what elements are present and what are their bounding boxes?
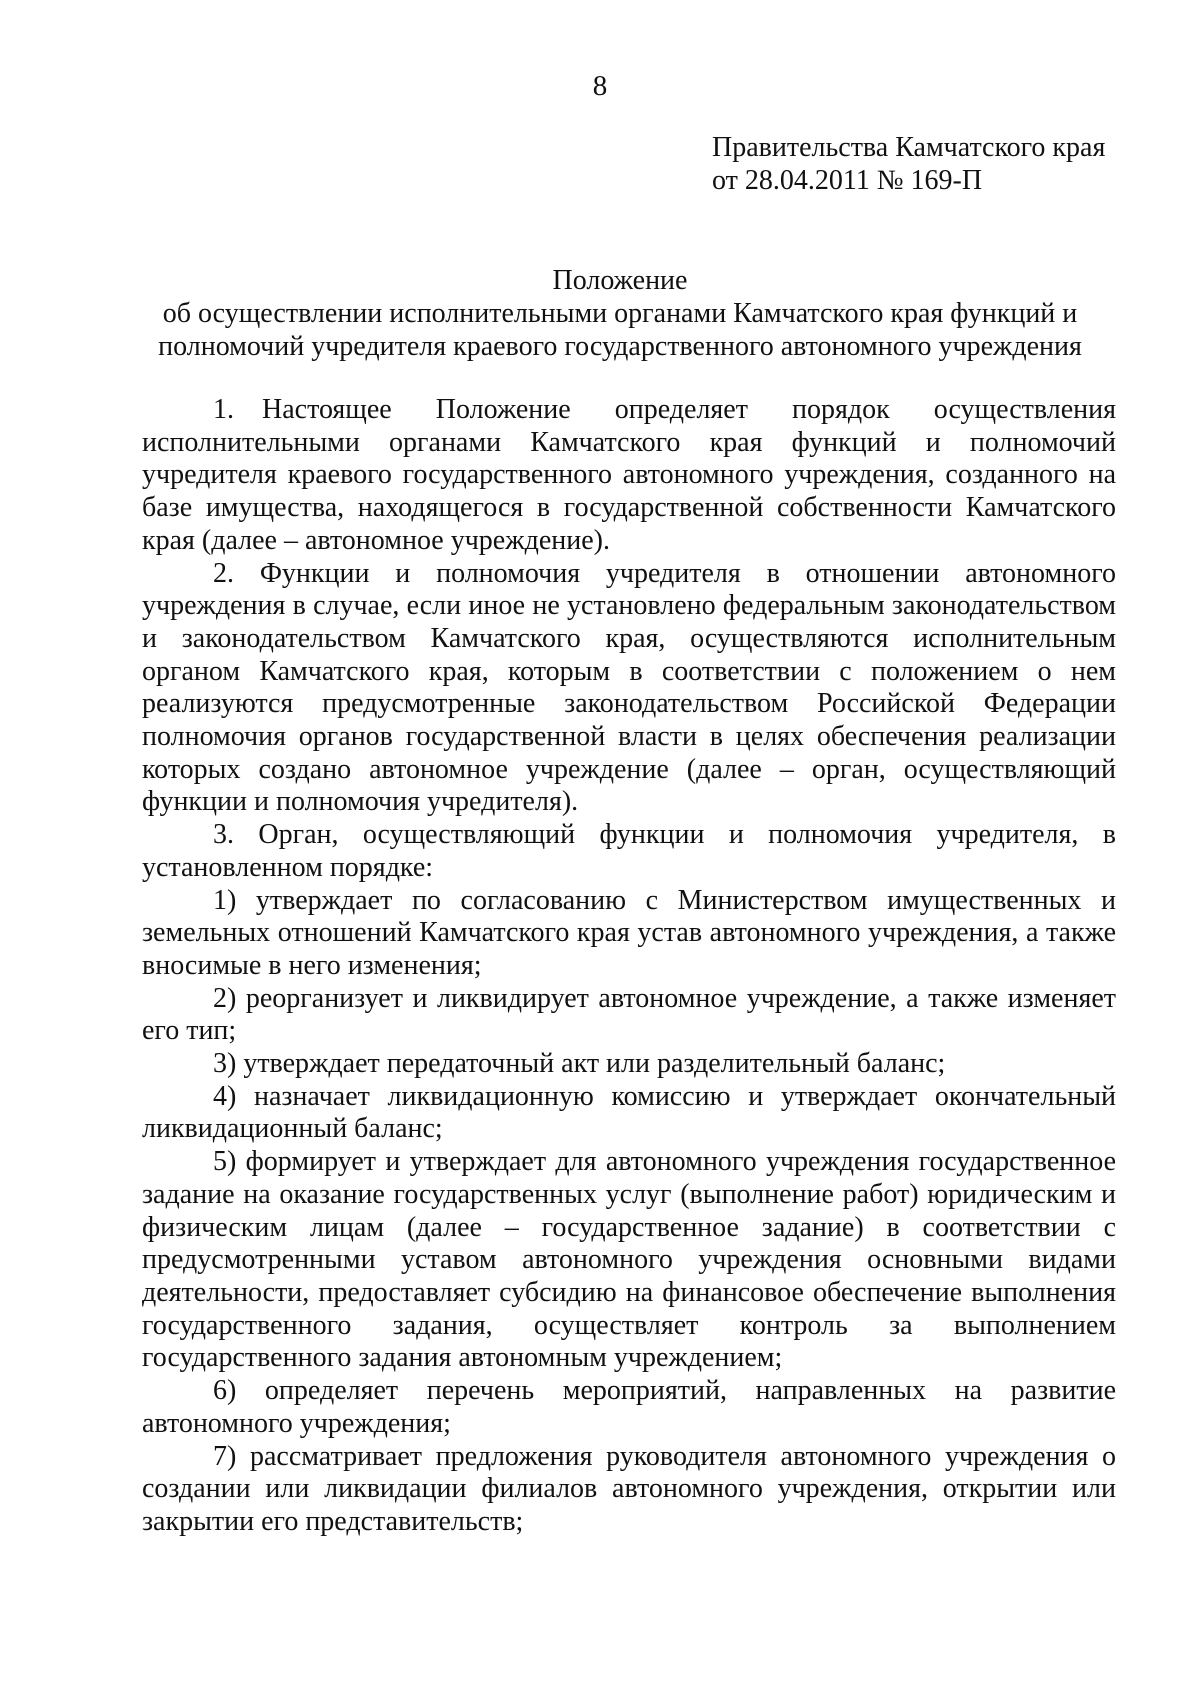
paragraph-3: 3. Орган, осуществляющий функции и полномочия учредителя, в установленном порядке: — [142, 819, 1116, 883]
header-line-authority: Правительства Камчатского края — [712, 132, 1106, 163]
paragraph-1: 1. Настоящее Положение определяет порядок осуществления исполнительными органами Камчатского края функций и полномочий учредителя краевого государственного автономного учреждения, созданного на базе имущества, находящегося в государственной собственности Камчатского края (далее – автономное учреждение). — [142, 394, 1116, 556]
header-line-date-number: от 28.04.2011 № 169-П — [712, 165, 983, 196]
title-subline-1: об осуществлении исполнительными органами Камчатского края функций и — [162, 298, 1078, 329]
subitem-3: 3) утверждает передаточный акт или разделительный баланс; — [213, 1048, 946, 1080]
page-number: 8 — [592, 70, 608, 102]
document-reference-header — [712, 131, 1105, 197]
subitem-7: 7) рассматривает предложения руководителя автономного учреждения о создании или ликвидации филиалов автономного учреждения, открытии или закрытии его представительств; — [142, 1440, 1116, 1537]
subitem-6: 6) определяет перечень мероприятий, направленных на развитие автономного учреждения; — [142, 1375, 1116, 1439]
subitem-5: 5) формирует и утверждает для автономного учреждения государственное задание на оказание государственных услуг (выполнение работ) юридическим и физическим лицам (далее – государственное задание) в соответствии с предусмотренными уставом автономного учреждения основными видами деятельности, предоставляет субсидию на финансовое обеспечение выполнения государственного задания, осуществляет контроль за выполнением государственного задания автономным учреждением; — [142, 1146, 1116, 1374]
subitem-1: 1) утверждает по согласованию с Министерством имущественных и земельных отношений Камчатского края устав автономного учреждения, а также вносимые в него изменения; — [142, 884, 1116, 981]
document-title — [120, 264, 1120, 363]
paragraph-2: 2. Функции и полномочия учредителя в отношении автономного учреждения в случае, если иное не установлено федеральным законодательством и законодательством Камчатского края, осуществляются исполнительным органом Камчатского края, которым в соответствии с положением о нем реализуются предусмотренные законодательством Российской Федерации полномочия органов государственной власти в целях обеспечения реализации которых создано автономное учреждение (далее – орган, осуществляющий функции и полномочия учредителя). — [142, 557, 1116, 818]
title-subline-2: полномочий учредителя краевого государственного автономного учреждения — [158, 331, 1082, 362]
title-heading: Положение — [552, 265, 688, 296]
subitem-2: 2) реорганизует и ликвидирует автономное учреждение, а также изменяет его тип; — [142, 982, 1116, 1047]
subitem-4: 4) назначает ликвидационную комиссию и утверждает окончательный ликвидационный баланс; — [142, 1080, 1116, 1145]
document-body — [142, 394, 1116, 1539]
